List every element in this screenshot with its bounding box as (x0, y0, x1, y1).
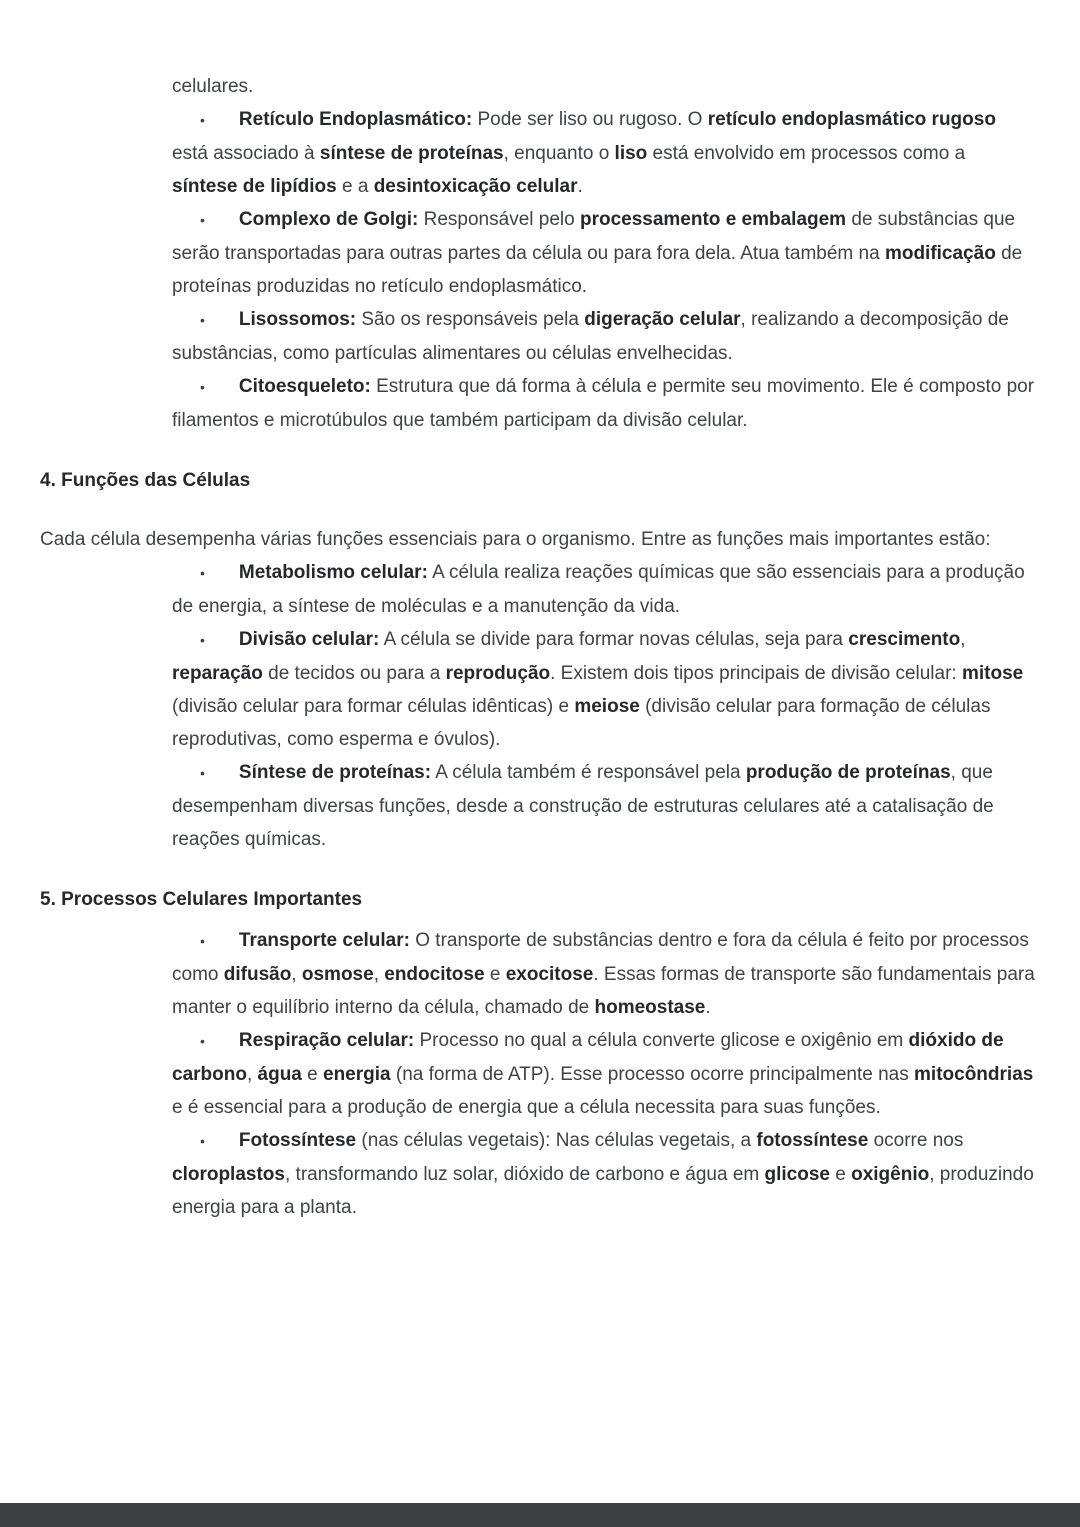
bullet-text: Síntese de proteínas: A célula também é responsável pela produção de proteínas, que desempenham diversas funções, desde a construção de estruturas celulares até a catalisação de reações químicas. (172, 762, 994, 850)
bullet-item-metabolismo (172, 556, 1035, 623)
bullet-marker: • (200, 565, 205, 581)
bullet-item-fotossintese (172, 1124, 1035, 1224)
bullet-text: Transporte celular: O transporte de substâncias dentro e fora da célula é feito por processos como difusão, osmose, endocitose e exocitose. Essas formas de transporte são fundamentais para manter o equilíbrio interno da célula, chamado de homeostase. (172, 930, 1035, 1018)
bullet-text: Divisão celular: A célula se divide para formar novas células, seja para crescimento, reparação de tecidos ou para a reprodução. Existem dois tipos principais de divisão celular: mitose (divisão celular para formar células idênticas) e meiose (divisão celular para formação de células reprodutivas, como esperma e óvulos). (172, 629, 1024, 750)
bullet-item-respiracao (172, 1024, 1035, 1124)
bullet-text: Citoesqueleto: Estrutura que dá forma à célula e permite seu movimento. Ele é composto por filamentos e microtúbulos que também participam da divisão celular. (172, 376, 1035, 431)
bullet-text: Fotossíntese (nas células vegetais): Nas células vegetais, a fotossíntese ocorre nos cloroplastos, transformando luz solar, dióxido de carbono e água em glicose e oxigênio, produzindo energia para a planta. (172, 1130, 1034, 1218)
bullet-item-reticulo (172, 103, 1035, 203)
bullet-marker: • (200, 112, 205, 128)
bullet-item-transporte (172, 924, 1035, 1024)
bullet-marker: • (200, 933, 205, 949)
paragraph-intro-funcoes: Cada célula desempenha várias funções essenciais para o organismo. Entre as funções mais importantes estão: (40, 529, 991, 550)
bullet-item-citoesqueleto (172, 370, 1035, 437)
footer-bar (0, 1503, 1080, 1527)
bullet-item-divisao (172, 623, 1035, 756)
bullet-text: Metabolismo celular: A célula realiza reações químicas que são essenciais para a produção de energia, a síntese de moléculas e a manutenção da vida. (172, 562, 1025, 617)
section-heading-4: 4. Funções das Células (40, 470, 251, 491)
bullet-marker: • (200, 379, 205, 395)
bullet-marker: • (200, 765, 205, 781)
paragraph-text: celulares. (172, 76, 254, 97)
bullet-item-lisossomos (172, 303, 1035, 370)
bullet-text: Complexo de Golgi: Responsável pelo processamento e embalagem de substâncias que serão transportadas para outras partes da célula ou para fora dela. Atua também na modificação de proteínas produzidas no retículo endoplasmático. (172, 209, 1023, 297)
section-heading-5: 5. Processos Celulares Importantes (40, 889, 363, 910)
bullet-marker: • (200, 632, 205, 648)
bullet-marker: • (200, 212, 205, 228)
paragraph-continuation (172, 70, 1035, 103)
bullet-marker: • (200, 312, 205, 328)
bullet-text: Respiração celular: Processo no qual a célula converte glicose e oxigênio em dióxido de carbono, água e energia (na forma de ATP). Esse processo ocorre principalmente nas mitocôndrias e é essencial para a produção de energia que a célula necessita para suas funções. (172, 1030, 1034, 1118)
bullet-text: Retículo Endoplasmático: Pode ser liso ou rugoso. O retículo endoplasmático rugoso está associado à síntese de proteínas, enquanto o liso está envolvido em processos como a síntese de lipídios e a desintoxicação celular. (172, 109, 996, 197)
bullet-text: Lisossomos: São os responsáveis pela digeração celular, realizando a decomposição de substâncias, como partículas alimentares ou células envelhecidas. (172, 309, 1009, 364)
bullet-item-sintese-proteinas (172, 756, 1035, 856)
bullet-marker: • (200, 1033, 205, 1049)
bullet-item-golgi (172, 203, 1035, 303)
bullet-marker: • (200, 1133, 205, 1149)
